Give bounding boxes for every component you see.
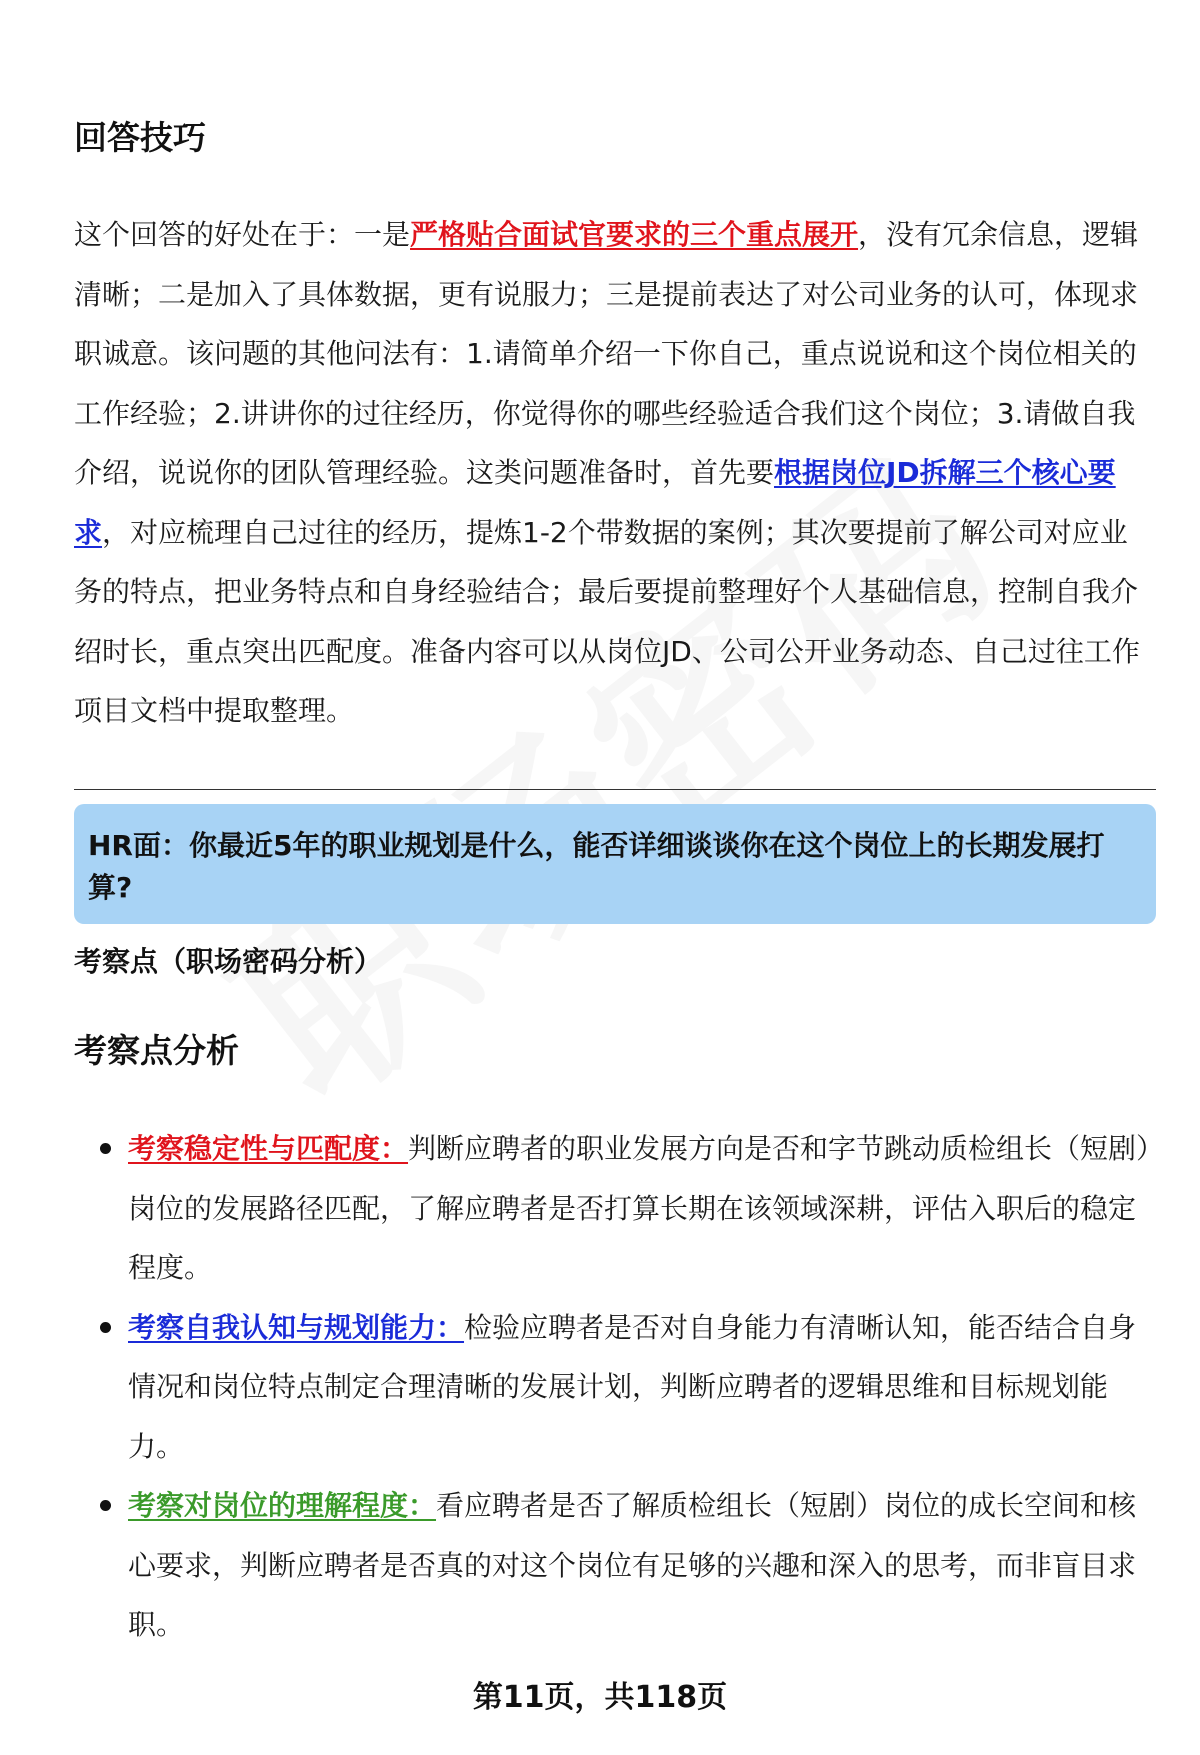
bullet-icon (100, 1500, 111, 1511)
analysis-list (74, 1119, 1156, 1655)
item-text: 检验应聘者是否对自身能力有清晰认知，能否结合自身情况和岗位特点制定合理清晰的发展计划，判断应聘者的逻辑思维和目标规划能力。 (128, 1310, 1137, 1463)
paragraph-end: ，对应梳理自己过往的经历，提炼1-2个带数据的案例；其次要提前了解公司对应业务的特点，把业务特点和自身经验结合；最后要提前整理好个人基础信息，控制自我介绍时长，重点突出匹配度。准备内容可以从岗位JD、公司公开业务动态、自己过往工作项目文档中提取整理。 (74, 515, 1140, 727)
bullet-icon (100, 1322, 111, 1333)
item-label: 考察自我认知与规划能力： (128, 1310, 465, 1344)
question-box (74, 804, 1156, 924)
analysis-heading: 考察点分析 (74, 1031, 239, 1070)
highlight-blue-text: 根据岗位JD拆解三个核心要求 (74, 456, 1116, 549)
answer-tips-paragraph (74, 205, 1154, 741)
bullet-icon (100, 1143, 111, 1154)
item-label: 考察对岗位的理解程度： (128, 1489, 437, 1522)
item-label: 考察稳定性与匹配度： (128, 1132, 409, 1165)
exam-point-label: 考察点（职场密码分析） (74, 945, 383, 978)
list-item (74, 1476, 1156, 1655)
answer-tips-heading: 回答技巧 (74, 118, 206, 157)
list-item (74, 1119, 1156, 1298)
page-number: 第11页，共118页 (472, 1680, 728, 1715)
paragraph-middle: ，没有冗余信息，逻辑清晰；二是加入了具体数据，更有说服力；三是提前表达了对公司业务的认可，体现求职诚意。该问题的其他问法有：1.请简单介绍一下你自己，重点说说和这个岗位相关的工作经验；2.讲讲你的过往经历，你觉得你的哪些经验适合我们这个岗位；3.请做自我介绍，说说你的团队管理经验。这类问题准备时，首先要 (74, 218, 1139, 489)
highlight-red-text: 严格贴合面试官要求的三个重点展开 (410, 218, 859, 251)
item-text: 看应聘者是否了解质检组长（短剧）岗位的成长空间和核心要求，判断应聘者是否真的对这个岗位有足够的兴趣和深入的思考，而非盲目求职。 (128, 1489, 1137, 1641)
item-text: 判断应聘者的职业发展方向是否和字节跳动质检组长（短剧）岗位的发展路径匹配，了解应聘者是否打算长期在该领域深耕，评估入职后的稳定程度。 (128, 1132, 1151, 1284)
paragraph-intro: 这个回答的好处在于：一是 (74, 218, 411, 251)
question-text: HR面：你最近5年的职业规划是什么，能否详细谈谈你在这个岗位上的长期发展打算? (88, 829, 1105, 904)
section-divider (74, 789, 1156, 790)
list-item (74, 1298, 1156, 1477)
